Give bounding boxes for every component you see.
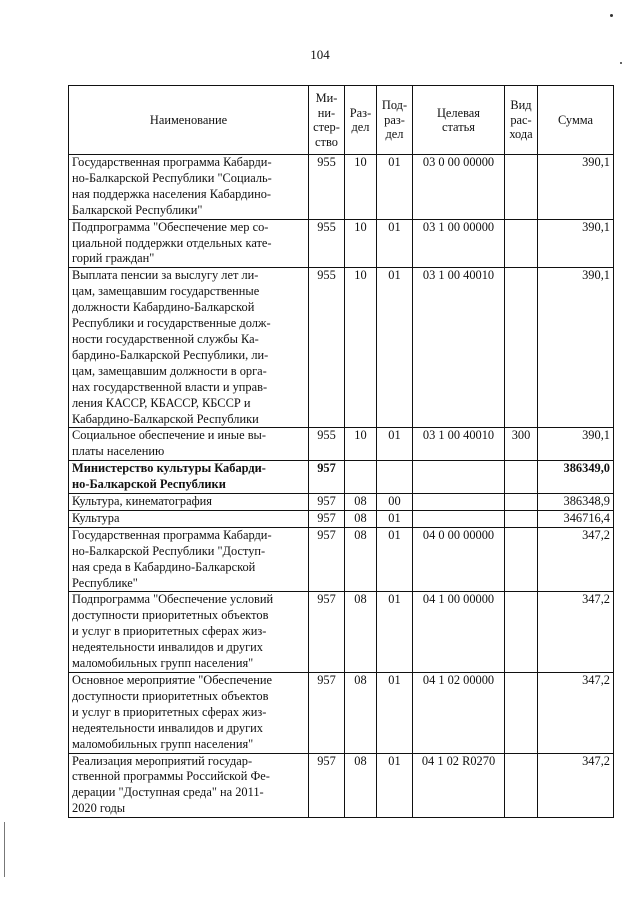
header-section: Раз- дел [345, 86, 377, 155]
scan-margin-line [4, 822, 5, 877]
cell-expense-type [505, 673, 538, 754]
cell-expense-type [505, 753, 538, 818]
cell-expense-type [505, 510, 538, 527]
table-row [69, 592, 614, 673]
cell-ministry: 957 [309, 527, 345, 592]
name-line: ности государственной службы Ка- [72, 331, 259, 346]
cell-section: 08 [345, 592, 377, 673]
cell-ministry: 957 [309, 461, 345, 494]
name-line: недеятельности инвалидов и других [72, 640, 263, 655]
name-line: но-Балкарской Республики "Доступ- [72, 543, 266, 558]
name-line: Государственная программа Кабарди- [72, 155, 272, 169]
name-line: и услуг в приоритетных сферах жиз- [72, 624, 267, 639]
header-name: Наименование [69, 86, 309, 155]
name-line: но-Балкарской Республики "Социаль- [72, 170, 272, 185]
cell-subsection: 01 [377, 527, 413, 592]
header-target: Целевая статья [413, 86, 505, 155]
name-line: нах государственной власти и управ- [72, 379, 268, 394]
table-row [69, 673, 614, 754]
name-line: бардино-Балкарской Республики, ли- [72, 347, 269, 362]
name-line: ления КАССР, КБАССР, КБССР и [72, 395, 251, 410]
budget-table [68, 85, 614, 818]
cell-name [69, 527, 309, 592]
cell-amount: 386349,0 [538, 461, 614, 494]
cell-amount: 347,2 [538, 753, 614, 818]
name-line: Выплата пенсии за выслугу лет ли- [72, 268, 259, 283]
name-line: Реализация мероприятий государ- [72, 753, 253, 768]
cell-subsection [377, 461, 413, 494]
name-line: Республики и государственные долж- [72, 316, 271, 331]
cell-name [69, 268, 309, 428]
cell-subsection: 01 [377, 155, 413, 220]
name-line: Республике" [72, 575, 138, 590]
header-subsection: Под- раз- дел [377, 86, 413, 155]
cell-ministry: 957 [309, 510, 345, 527]
name-line: недеятельности инвалидов и других [72, 720, 263, 735]
name-line: Кабардино-Балкарской Республики [72, 411, 259, 426]
cell-ministry: 955 [309, 219, 345, 268]
cell-amount: 390,1 [538, 155, 614, 220]
cell-target: 04 1 02 00000 [413, 673, 505, 754]
cell-section [345, 461, 377, 494]
name-line: должности Кабардино-Балкарской [72, 300, 255, 315]
cell-amount: 390,1 [538, 428, 614, 461]
cell-subsection: 00 [377, 494, 413, 511]
name-line: ная среда в Кабардино-Балкарской [72, 559, 256, 574]
table-row [69, 510, 614, 527]
name-line: ственной программы Российской Фе- [72, 769, 270, 784]
cell-section: 08 [345, 494, 377, 511]
cell-expense-type [505, 494, 538, 511]
cell-amount: 347,2 [538, 673, 614, 754]
name-line: и услуг в приоритетных сферах жиз- [72, 704, 267, 719]
cell-section: 08 [345, 510, 377, 527]
cell-expense-type [505, 461, 538, 494]
name-line: платы населению [72, 444, 165, 459]
scan-speck [620, 62, 622, 64]
name-line: доступности приоритетных объектов [72, 608, 269, 623]
cell-section: 10 [345, 428, 377, 461]
name-line: 2020 годы [72, 801, 126, 816]
name-line: Подпрограмма "Обеспечение мер со- [72, 219, 269, 234]
name-line: дерации "Доступная среда" на 2011- [72, 785, 264, 800]
cell-amount: 347,2 [538, 592, 614, 673]
cell-amount: 390,1 [538, 219, 614, 268]
cell-name [69, 592, 309, 673]
cell-ministry: 957 [309, 673, 345, 754]
name-line: но-Балкарской Республики [72, 477, 226, 492]
cell-name [69, 753, 309, 818]
cell-ministry: 955 [309, 428, 345, 461]
name-line: доступности приоритетных объектов [72, 688, 269, 703]
cell-section: 08 [345, 673, 377, 754]
table-row [69, 753, 614, 818]
cell-target [413, 494, 505, 511]
cell-target: 04 1 02 R0270 [413, 753, 505, 818]
name-line: Социальное обеспечение и иные вы- [72, 428, 267, 443]
table-row [69, 155, 614, 220]
cell-expense-type [505, 268, 538, 428]
cell-ministry: 957 [309, 592, 345, 673]
cell-expense-type [505, 592, 538, 673]
cell-ministry: 955 [309, 268, 345, 428]
page-number: 104 [310, 47, 330, 62]
cell-amount: 390,1 [538, 268, 614, 428]
cell-name [69, 428, 309, 461]
name-line: Государственная программа Кабарди- [72, 527, 272, 542]
cell-ministry: 957 [309, 753, 345, 818]
table-row [69, 268, 614, 428]
cell-target [413, 461, 505, 494]
cell-name [69, 219, 309, 268]
header-expense-type: Вид рас- хода [505, 86, 538, 155]
cell-section: 10 [345, 219, 377, 268]
cell-target: 04 1 00 00000 [413, 592, 505, 673]
table-row [69, 428, 614, 461]
cell-name [69, 494, 309, 511]
cell-subsection: 01 [377, 673, 413, 754]
name-line: циальной поддержки отдельных кате- [72, 235, 272, 250]
cell-section: 08 [345, 527, 377, 592]
cell-name [69, 461, 309, 494]
cell-target: 04 0 00 00000 [413, 527, 505, 592]
cell-subsection: 01 [377, 268, 413, 428]
name-line: маломобильных групп населения" [72, 656, 254, 671]
cell-target: 03 1 00 00000 [413, 219, 505, 268]
header-ministry: Ми- ни- стер- ство [309, 86, 345, 155]
cell-name [69, 155, 309, 220]
cell-amount: 347,2 [538, 527, 614, 592]
cell-name [69, 510, 309, 527]
name-line: Основное мероприятие "Обеспечение [72, 673, 272, 687]
cell-amount: 346716,4 [538, 510, 614, 527]
table-row [69, 527, 614, 592]
name-line: Подпрограмма "Обеспечение условий [72, 592, 274, 607]
name-line: цам, замещавшим должности в орга- [72, 363, 267, 378]
name-line: Балкарской Республики" [72, 202, 203, 217]
name-line: маломобильных групп населения" [72, 736, 254, 751]
name-line: Культура, кинематография [72, 494, 212, 509]
cell-amount: 386348,9 [538, 494, 614, 511]
name-line: цам, замещавшим государственные [72, 284, 260, 299]
table-row [69, 494, 614, 511]
cell-section: 08 [345, 753, 377, 818]
cell-ministry: 957 [309, 494, 345, 511]
table-row [69, 461, 614, 494]
cell-target: 03 1 00 40010 [413, 268, 505, 428]
name-line: горий граждан" [72, 251, 155, 266]
name-line: Министерство культуры Кабарди- [72, 461, 266, 476]
cell-subsection: 01 [377, 428, 413, 461]
cell-subsection: 01 [377, 592, 413, 673]
cell-ministry: 955 [309, 155, 345, 220]
table-body [69, 155, 614, 818]
header-row [69, 86, 614, 155]
cell-name [69, 673, 309, 754]
cell-expense-type [505, 219, 538, 268]
header-amount: Сумма [538, 86, 614, 155]
cell-target: 03 1 00 40010 [413, 428, 505, 461]
name-line: Культура [72, 510, 120, 525]
cell-section: 10 [345, 268, 377, 428]
cell-target: 03 0 00 00000 [413, 155, 505, 220]
cell-subsection: 01 [377, 219, 413, 268]
scan-speck [610, 14, 613, 17]
name-line: ная поддержка населения Кабардино- [72, 186, 272, 201]
cell-subsection: 01 [377, 753, 413, 818]
table-row [69, 219, 614, 268]
cell-subsection: 01 [377, 510, 413, 527]
cell-section: 10 [345, 155, 377, 220]
cell-expense-type [505, 155, 538, 220]
cell-expense-type: 300 [505, 428, 538, 461]
cell-target [413, 510, 505, 527]
cell-expense-type [505, 527, 538, 592]
